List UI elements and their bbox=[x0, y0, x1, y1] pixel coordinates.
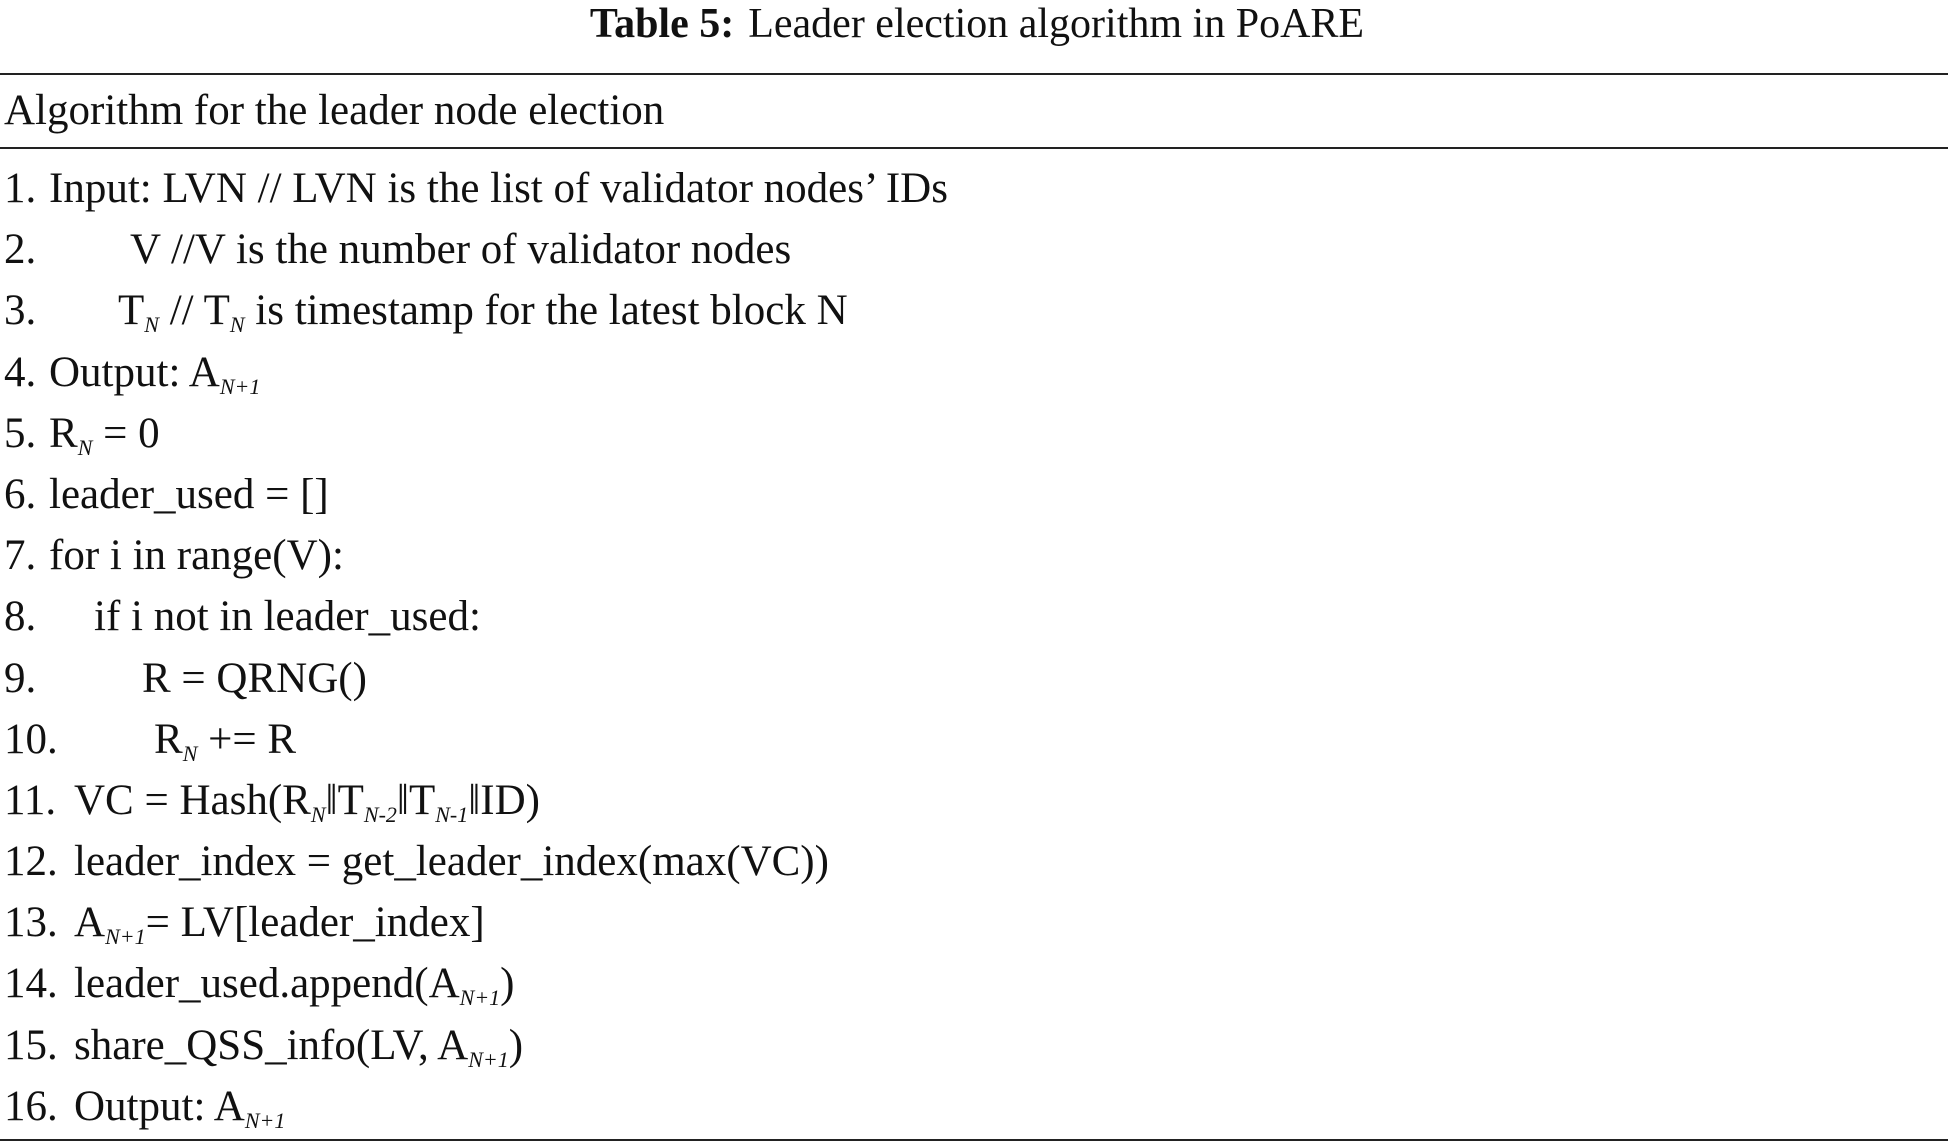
line-number: 3. bbox=[4, 287, 37, 335]
line-number: 7. bbox=[4, 532, 37, 580]
line-text: Input: LVN // LVN is the list of validator nodes’ IDs bbox=[49, 165, 948, 212]
line-text: R = QRNG() bbox=[142, 654, 367, 702]
line-number: 16. bbox=[4, 1082, 58, 1130]
line-number: 8. bbox=[4, 593, 37, 641]
line-number: 11. bbox=[4, 776, 57, 824]
line-number: 13. bbox=[4, 899, 58, 947]
line-text: for i in range(V): bbox=[49, 532, 344, 580]
line-number: 5. bbox=[4, 409, 37, 457]
line-text: $A_{N+1}=$ LV[leader_index] bbox=[74, 899, 485, 950]
line-text: $T_N // T_N$ is timestamp for the latest block N bbox=[118, 287, 848, 338]
line-text: $R_N = 0$ bbox=[49, 409, 160, 460]
line-number: 14. bbox=[4, 960, 58, 1008]
line-text: V //V is the number of validator nodes bbox=[130, 226, 792, 274]
line-number: 9. bbox=[4, 654, 37, 702]
bottom-rule bbox=[0, 1139, 1948, 1141]
line-number: 10. bbox=[4, 715, 58, 763]
line-text: Output: $A_{N+1}$ bbox=[74, 1082, 286, 1133]
line-number: 2. bbox=[4, 226, 37, 274]
line-text: if i not in leader_used: bbox=[94, 593, 481, 641]
line-text: $leader\_used.append(A_{N+1})$ bbox=[74, 960, 515, 1011]
line-number: 1. bbox=[4, 165, 37, 212]
line-number: 4. bbox=[4, 348, 37, 396]
line-text: leader_used = [] bbox=[49, 470, 329, 518]
caption-title: Leader election algorithm in PoARE bbox=[748, 1, 1365, 47]
caption-label: Table 5: bbox=[589, 1, 735, 47]
table-caption bbox=[0, 0, 1954, 48]
line-number: 15. bbox=[4, 1021, 58, 1069]
header-rule bbox=[0, 147, 1948, 149]
line-text: Output: $A_{N+1}$ bbox=[49, 348, 261, 399]
line-text: $R_N += R$ bbox=[154, 715, 297, 766]
line-text: share_QSS_info(LV, $A_{N+1}$) bbox=[74, 1021, 524, 1072]
line-number: 12. bbox=[4, 838, 58, 886]
line-number: 6. bbox=[4, 470, 37, 518]
line-text: VC = $Hash(R_N‖T_{N-2}‖T_{N-1}‖ID)$ bbox=[74, 776, 540, 827]
top-rule bbox=[0, 73, 1948, 75]
table-header: Algorithm for the leader node election bbox=[4, 87, 665, 134]
line-text: leader_index = get_leader_index(max(VC)) bbox=[74, 838, 829, 886]
